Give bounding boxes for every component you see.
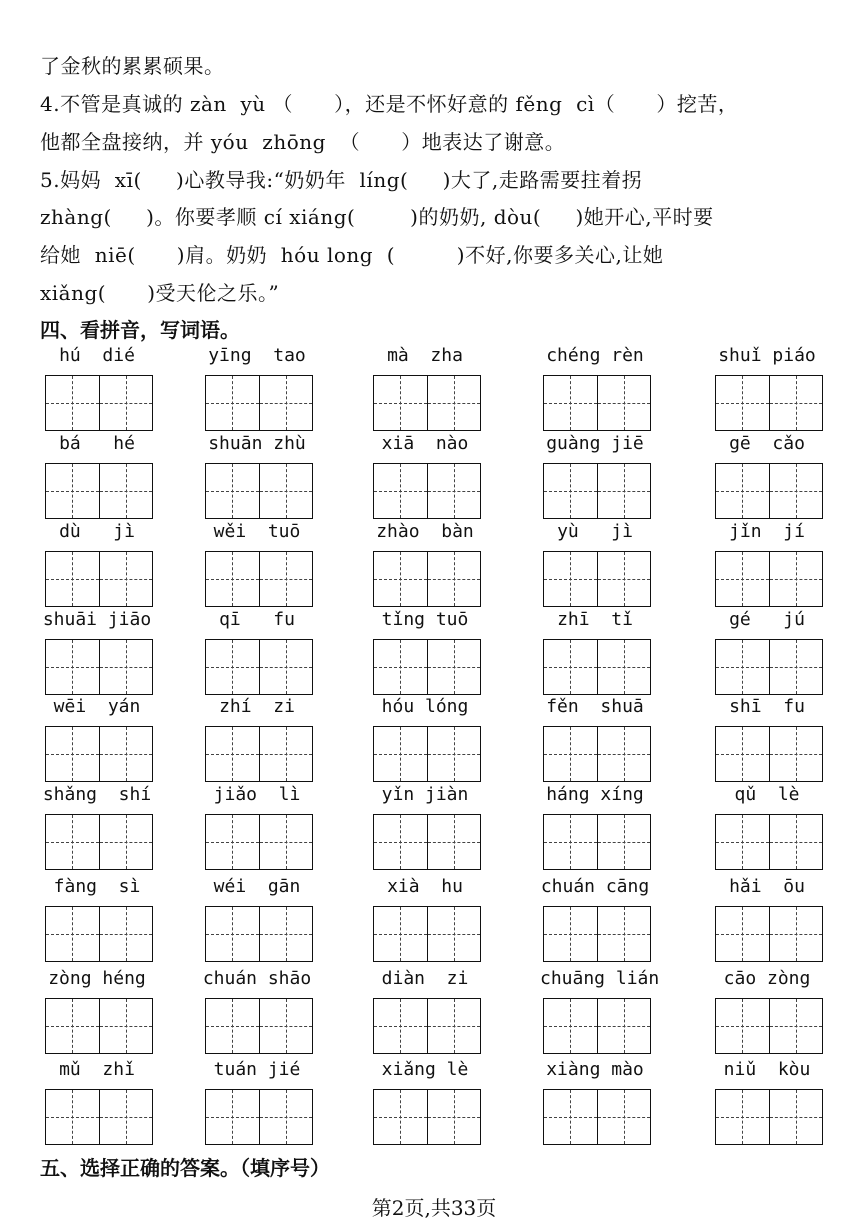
tianzi-box[interactable]	[716, 999, 769, 1053]
passage-line-2: 4.不管是真诚的 zàn yù （ ），还是不怀好意的 fěng cì（ ）挖苦，	[40, 92, 739, 116]
word-item	[42, 345, 152, 431]
tianzi-box[interactable]	[206, 376, 259, 430]
tianzi-box[interactable]	[374, 464, 427, 518]
word-item	[42, 784, 152, 870]
word-item	[202, 696, 312, 782]
tianzi-box-pair[interactable]	[205, 639, 313, 695]
word-item	[202, 784, 312, 870]
tianzi-box[interactable]	[544, 999, 597, 1053]
tianzi-box[interactable]	[716, 552, 769, 606]
word-item	[370, 433, 480, 519]
tianzi-box-pair[interactable]	[373, 814, 481, 870]
tianzi-box[interactable]	[99, 552, 153, 606]
tianzi-box[interactable]	[716, 727, 769, 781]
tianzi-box[interactable]	[427, 999, 481, 1053]
tianzi-box[interactable]	[769, 464, 823, 518]
pinyin-label: gé jú	[729, 609, 805, 630]
word-item	[42, 968, 152, 1054]
tianzi-box[interactable]	[206, 999, 259, 1053]
tianzi-box[interactable]	[374, 815, 427, 869]
tianzi-box[interactable]	[259, 907, 313, 961]
word-item	[712, 345, 822, 431]
tianzi-box[interactable]	[769, 999, 823, 1053]
tianzi-box-pair[interactable]	[45, 998, 153, 1054]
pinyin-label: cāo zòng	[723, 968, 811, 989]
section-4-heading: 四、看拼音，写词语。	[40, 318, 240, 342]
tianzi-box[interactable]	[46, 907, 99, 961]
pinyin-label: chuán shāo	[202, 968, 312, 989]
tianzi-box-pair[interactable]	[373, 726, 481, 782]
tianzi-box[interactable]	[259, 727, 313, 781]
word-item	[42, 696, 152, 782]
tianzi-box[interactable]	[99, 727, 153, 781]
tianzi-box[interactable]	[206, 464, 259, 518]
word-item	[540, 433, 650, 519]
pinyin-label: shī fu	[729, 696, 805, 717]
tianzi-box[interactable]	[769, 1090, 823, 1144]
word-item	[712, 521, 822, 607]
tianzi-box[interactable]	[427, 552, 481, 606]
tianzi-box[interactable]	[99, 464, 153, 518]
word-item	[370, 609, 480, 695]
tianzi-box-pair[interactable]	[715, 1089, 823, 1145]
pinyin-label: shuān zhù	[208, 433, 306, 454]
tianzi-box[interactable]	[46, 999, 99, 1053]
pinyin-label: zhī tǐ	[557, 609, 633, 630]
tianzi-box-pair[interactable]	[373, 463, 481, 519]
tianzi-box-pair[interactable]	[45, 814, 153, 870]
tianzi-box-pair[interactable]	[45, 639, 153, 695]
tianzi-box-pair[interactable]	[205, 375, 313, 431]
tianzi-box[interactable]	[597, 464, 651, 518]
tianzi-box[interactable]	[46, 1090, 99, 1144]
pinyin-label: shǎng shí	[42, 784, 152, 805]
word-item	[202, 968, 312, 1054]
tianzi-box[interactable]	[597, 907, 651, 961]
pinyin-label: mà zha	[387, 345, 463, 366]
tianzi-box[interactable]	[427, 464, 481, 518]
passage-line-4: 5.妈妈 xī( )心教导我:“奶奶年 líng( )大了,走路需要拄着拐	[40, 168, 643, 192]
tianzi-box-pair[interactable]	[45, 551, 153, 607]
tianzi-box-pair[interactable]	[205, 906, 313, 962]
tianzi-box-pair[interactable]	[45, 375, 153, 431]
tianzi-box[interactable]	[46, 464, 99, 518]
passage-line-6: 给她 niē( )肩。奶奶 hóu long ( )不好,你要多关心,让她	[40, 243, 664, 267]
tianzi-box[interactable]	[597, 640, 651, 694]
tianzi-box[interactable]	[544, 552, 597, 606]
word-item	[370, 876, 480, 962]
word-item	[202, 876, 312, 962]
tianzi-box[interactable]	[544, 376, 597, 430]
pinyin-label: jiǎo lì	[213, 784, 301, 805]
pinyin-label: yīng tao	[208, 345, 306, 366]
tianzi-box[interactable]	[769, 552, 823, 606]
tianzi-box-pair[interactable]	[715, 551, 823, 607]
pinyin-label: xiā nào	[381, 433, 469, 454]
tianzi-box-pair[interactable]	[373, 375, 481, 431]
tianzi-box[interactable]	[259, 999, 313, 1053]
tianzi-box[interactable]	[259, 815, 313, 869]
tianzi-box-pair[interactable]	[373, 906, 481, 962]
tianzi-box[interactable]	[46, 815, 99, 869]
word-item	[712, 696, 822, 782]
word-item	[712, 784, 822, 870]
word-item	[42, 433, 152, 519]
tianzi-box-pair[interactable]	[45, 726, 153, 782]
tianzi-box-pair[interactable]	[715, 726, 823, 782]
tianzi-box-pair[interactable]	[205, 1089, 313, 1145]
tianzi-box-pair[interactable]	[45, 463, 153, 519]
word-item	[540, 876, 650, 962]
pinyin-label: wēi yán	[53, 696, 141, 717]
tianzi-box-pair[interactable]	[373, 998, 481, 1054]
pinyin-label: tǐng tuō	[381, 609, 469, 630]
tianzi-box[interactable]	[374, 907, 427, 961]
pinyin-label: zhí zi	[219, 696, 295, 717]
word-item	[202, 521, 312, 607]
word-item	[42, 521, 152, 607]
pinyin-label: niǔ kòu	[723, 1059, 811, 1080]
tianzi-box-pair[interactable]	[543, 1089, 651, 1145]
tianzi-box[interactable]	[427, 907, 481, 961]
tianzi-box-pair[interactable]	[373, 1089, 481, 1145]
tianzi-box[interactable]	[99, 376, 153, 430]
tianzi-box[interactable]	[544, 464, 597, 518]
tianzi-box[interactable]	[544, 907, 597, 961]
tianzi-box[interactable]	[206, 1090, 259, 1144]
tianzi-box-pair[interactable]	[543, 463, 651, 519]
tianzi-box[interactable]	[206, 907, 259, 961]
tianzi-box-pair[interactable]	[543, 998, 651, 1054]
word-item	[42, 1059, 152, 1145]
pinyin-label: shuāi jiāo	[42, 609, 152, 630]
pinyin-label: mǔ zhǐ	[59, 1059, 135, 1080]
tianzi-box[interactable]	[206, 815, 259, 869]
tianzi-box[interactable]	[46, 640, 99, 694]
tianzi-box[interactable]	[46, 376, 99, 430]
tianzi-box[interactable]	[374, 376, 427, 430]
pinyin-label: xiǎng lè	[381, 1059, 469, 1080]
page-footer: 第2页,共33页	[371, 1196, 497, 1220]
tianzi-box[interactable]	[716, 376, 769, 430]
tianzi-box[interactable]	[597, 1090, 651, 1144]
word-item	[202, 433, 312, 519]
tianzi-box-pair[interactable]	[715, 906, 823, 962]
tianzi-box-pair[interactable]	[543, 906, 651, 962]
passage-line-3: 他都全盘接纳，并 yóu zhōng （ ）地表达了谢意。	[40, 130, 566, 154]
tianzi-box[interactable]	[597, 727, 651, 781]
word-item	[712, 609, 822, 695]
tianzi-box[interactable]	[99, 1090, 153, 1144]
tianzi-box[interactable]	[374, 999, 427, 1053]
word-item	[540, 521, 650, 607]
tianzi-box-pair[interactable]	[205, 551, 313, 607]
tianzi-box[interactable]	[206, 727, 259, 781]
pinyin-label: wéi gān	[213, 876, 301, 897]
pinyin-label: hǎi ōu	[729, 876, 805, 897]
tianzi-box[interactable]	[259, 1090, 313, 1144]
tianzi-box[interactable]	[597, 376, 651, 430]
pinyin-label: bá hé	[59, 433, 135, 454]
tianzi-box[interactable]	[99, 640, 153, 694]
tianzi-box[interactable]	[427, 1090, 481, 1144]
tianzi-box[interactable]	[769, 640, 823, 694]
tianzi-box[interactable]	[716, 1090, 769, 1144]
tianzi-box-pair[interactable]	[205, 998, 313, 1054]
passage-line-5: zhàng( )。你要孝顺 cí xiáng( )的奶奶, dòu( )她开心,平时要	[40, 205, 714, 229]
word-item	[42, 876, 152, 962]
tianzi-box[interactable]	[597, 999, 651, 1053]
tianzi-box[interactable]	[374, 727, 427, 781]
tianzi-box[interactable]	[427, 640, 481, 694]
tianzi-box-pair[interactable]	[45, 1089, 153, 1145]
tianzi-box[interactable]	[99, 815, 153, 869]
word-item	[712, 1059, 822, 1145]
pinyin-label: fěn shuā	[546, 696, 644, 717]
word-item	[42, 609, 152, 695]
tianzi-box[interactable]	[769, 727, 823, 781]
pinyin-label: xià hu	[387, 876, 463, 897]
tianzi-box[interactable]	[259, 640, 313, 694]
tianzi-box[interactable]	[597, 552, 651, 606]
pinyin-label: zhào bàn	[376, 521, 474, 542]
pinyin-label: hóu lóng	[381, 696, 469, 717]
word-item	[540, 968, 660, 1054]
tianzi-box[interactable]	[716, 640, 769, 694]
word-item	[712, 876, 822, 962]
tianzi-box-pair[interactable]	[205, 463, 313, 519]
tianzi-box[interactable]	[99, 907, 153, 961]
tianzi-box-pair[interactable]	[715, 639, 823, 695]
pinyin-label: qǔ lè	[734, 784, 800, 805]
tianzi-box-pair[interactable]	[373, 639, 481, 695]
pinyin-label: qī fu	[219, 609, 295, 630]
pinyin-label: tuán jié	[213, 1059, 301, 1080]
word-item	[540, 345, 650, 431]
tianzi-box[interactable]	[544, 1090, 597, 1144]
word-item	[540, 784, 650, 870]
tianzi-box[interactable]	[206, 552, 259, 606]
word-item	[540, 696, 650, 782]
tianzi-box[interactable]	[374, 640, 427, 694]
word-item	[370, 1059, 480, 1145]
pinyin-label: yù jì	[557, 521, 633, 542]
tianzi-box[interactable]	[544, 815, 597, 869]
tianzi-box[interactable]	[99, 999, 153, 1053]
pinyin-label: zòng héng	[48, 968, 146, 989]
tianzi-box-pair[interactable]	[205, 814, 313, 870]
tianzi-box[interactable]	[206, 640, 259, 694]
pinyin-label: fàng sì	[53, 876, 141, 897]
tianzi-box-pair[interactable]	[715, 998, 823, 1054]
tianzi-box[interactable]	[544, 640, 597, 694]
word-item	[202, 1059, 312, 1145]
pinyin-label: chuāng lián	[540, 968, 660, 989]
passage-line-7: xiǎng( )受天伦之乐。”	[40, 281, 280, 305]
word-item	[712, 433, 822, 519]
tianzi-box[interactable]	[427, 815, 481, 869]
tianzi-box-pair[interactable]	[543, 375, 651, 431]
tianzi-box[interactable]	[259, 464, 313, 518]
tianzi-box-pair[interactable]	[205, 726, 313, 782]
pinyin-label: wěi tuō	[213, 521, 301, 542]
tianzi-box[interactable]	[597, 815, 651, 869]
tianzi-box[interactable]	[544, 727, 597, 781]
tianzi-box[interactable]	[46, 552, 99, 606]
word-item	[540, 609, 650, 695]
pinyin-label: dù jì	[59, 521, 135, 542]
section-5-heading: 五、选择正确的答案。（填序号）	[40, 1156, 330, 1180]
tianzi-box[interactable]	[374, 1090, 427, 1144]
word-item	[370, 345, 480, 431]
tianzi-box[interactable]	[259, 552, 313, 606]
pinyin-label: háng xíng	[546, 784, 644, 805]
tianzi-box[interactable]	[259, 376, 313, 430]
tianzi-box[interactable]	[769, 907, 823, 961]
tianzi-box[interactable]	[374, 552, 427, 606]
word-item	[202, 609, 312, 695]
passage-line-1: 了金秋的累累硕果。	[40, 54, 225, 78]
word-item	[370, 696, 480, 782]
word-item	[370, 784, 480, 870]
tianzi-box[interactable]	[716, 815, 769, 869]
word-item	[712, 968, 822, 1054]
pinyin-label: chéng rèn	[546, 345, 644, 366]
tianzi-box-pair[interactable]	[543, 814, 651, 870]
pinyin-label: xiàng mào	[546, 1059, 644, 1080]
tianzi-box[interactable]	[427, 727, 481, 781]
pinyin-label: gē cǎo	[729, 433, 805, 454]
word-item	[370, 968, 480, 1054]
tianzi-box[interactable]	[46, 727, 99, 781]
tianzi-box-pair[interactable]	[543, 551, 651, 607]
pinyin-label: shuǐ piáo	[718, 345, 816, 366]
pinyin-label: chuán cāng	[540, 876, 650, 897]
word-item	[540, 1059, 650, 1145]
tianzi-box-pair[interactable]	[715, 463, 823, 519]
tianzi-box[interactable]	[716, 464, 769, 518]
tianzi-box-pair[interactable]	[543, 726, 651, 782]
tianzi-box[interactable]	[716, 907, 769, 961]
pinyin-label: diàn zi	[381, 968, 469, 989]
word-item	[370, 521, 480, 607]
tianzi-box-pair[interactable]	[45, 906, 153, 962]
tianzi-box-pair[interactable]	[715, 814, 823, 870]
tianzi-box[interactable]	[769, 376, 823, 430]
tianzi-box[interactable]	[427, 376, 481, 430]
word-item	[202, 345, 312, 431]
tianzi-box-pair[interactable]	[715, 375, 823, 431]
tianzi-box-pair[interactable]	[373, 551, 481, 607]
pinyin-label: guàng jiē	[546, 433, 644, 454]
tianzi-box-pair[interactable]	[543, 639, 651, 695]
pinyin-label: hú dié	[59, 345, 135, 366]
pinyin-label: jǐn jí	[729, 521, 805, 542]
pinyin-label: yǐn jiàn	[381, 784, 469, 805]
tianzi-box[interactable]	[769, 815, 823, 869]
